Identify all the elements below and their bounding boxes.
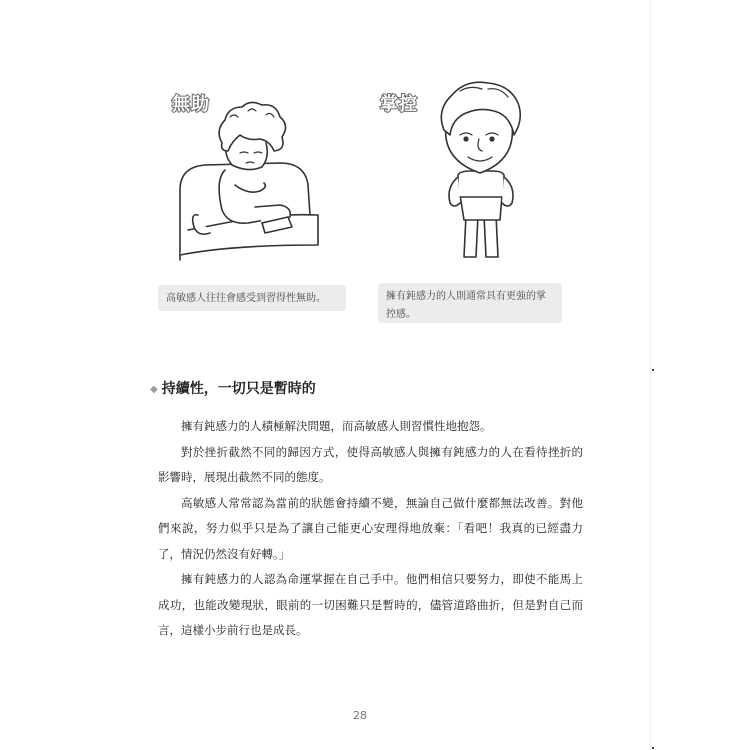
section-heading-text: 持續性，一切只是暫時的 (161, 381, 316, 397)
stray-mark (652, 369, 654, 371)
confident-person-illustration (430, 75, 530, 265)
control-caption-text: 擁有鈍感力的人則通常具有更強的掌控感。 (386, 291, 546, 320)
paragraph: 擁有鈍感力的人積極解決問題，而高敏感人則習慣性地抱怨。 (181, 419, 492, 433)
paragraph: 高敏感人常常認為當前的狀態會持續不變，無論自己做什麼都無法改善。對他們來說，努力似乎只是為了讓自己能更心安理得地放棄：「看吧！我真的已經盡力了，情況仍然沒有好轉。」 (158, 495, 583, 561)
stray-mark (652, 747, 654, 749)
heading-bullet-icon: ◆ (150, 384, 158, 395)
helpless-illustration-title: 無助 (172, 94, 210, 115)
section-body (158, 414, 583, 644)
section-heading (150, 378, 316, 398)
control-caption (378, 283, 562, 323)
helpless-caption (158, 285, 346, 311)
paragraph: 擁有鈍感力的人認為命運掌握在自己手中。他們相信只要努力，即使不能馬上成功，也能改變現狀，眼前的一切困難只是暫時的，儘管道路曲折，但是對自己而言，這樣小步前行也是成長。 (158, 572, 583, 637)
helpless-caption-text: 高敏感人往往會感受到習得性無助。 (166, 293, 326, 304)
helpless-person-illustration (170, 95, 330, 265)
control-illustration-title: 掌控 (380, 94, 418, 115)
paragraph: 對於挫折截然不同的歸因方式，使得高敏感人與擁有鈍感力的人在看待挫折的影響時，展現出截然不同的態度。 (158, 444, 583, 484)
page-number: 28 (353, 709, 367, 722)
page-edge-shadow (650, 0, 651, 750)
